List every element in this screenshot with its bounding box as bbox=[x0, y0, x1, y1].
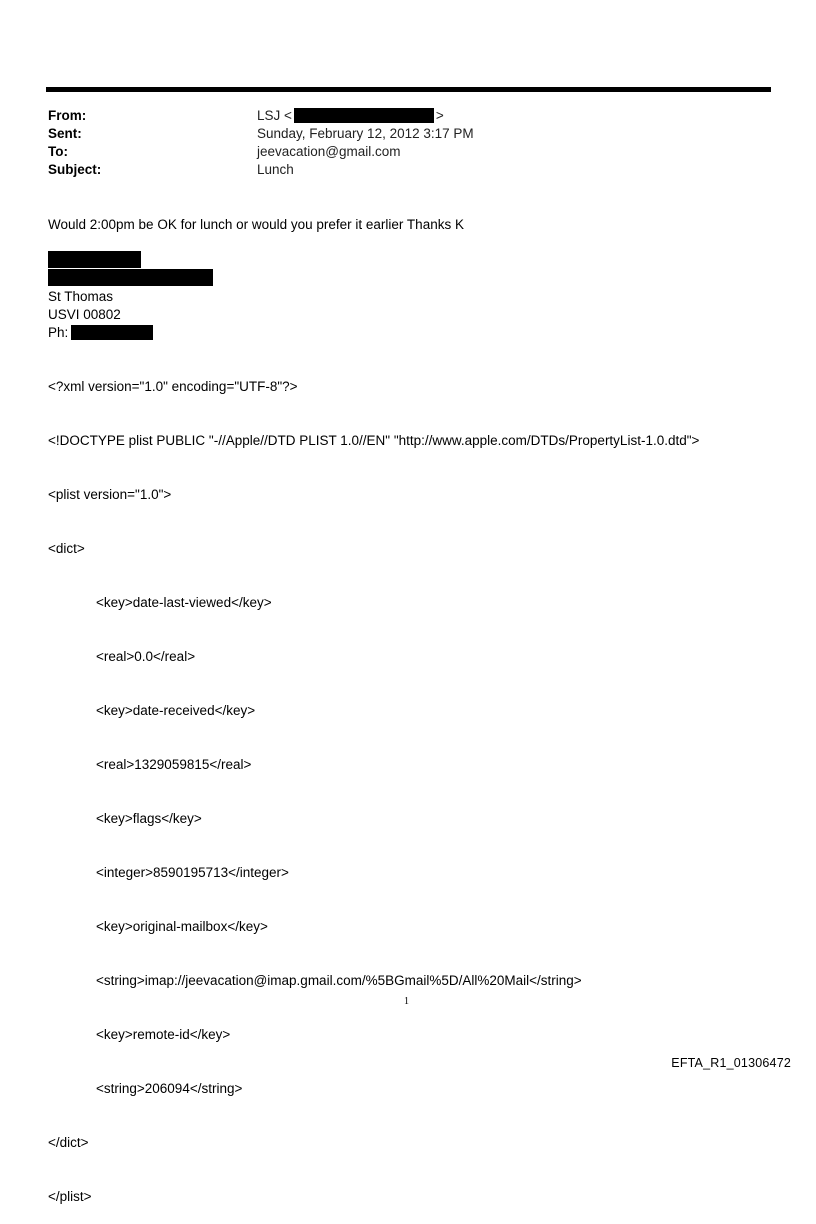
plist-line: </dict> bbox=[48, 1135, 89, 1150]
plist-line: <key>remote-id</key> bbox=[96, 1027, 231, 1042]
bates-number: EFTA_R1_01306472 bbox=[671, 1056, 791, 1070]
plist-line: <integer>8590195713</integer> bbox=[96, 865, 289, 880]
plist-line: <!DOCTYPE plist PUBLIC "-//Apple//DTD PLIST 1.0//EN" "http://www.apple.com/DTDs/PropertyList-1.0.dtd"> bbox=[48, 433, 700, 448]
redaction-box bbox=[294, 108, 434, 123]
plist-metadata bbox=[48, 342, 699, 1224]
plist-line: <dict> bbox=[48, 541, 85, 556]
from-close: > bbox=[435, 108, 444, 123]
plist-line: <plist version="1.0"> bbox=[48, 487, 172, 502]
signature-phone bbox=[48, 324, 153, 342]
plist-line: <key>original-mailbox</key> bbox=[96, 919, 268, 934]
redaction-box bbox=[48, 269, 213, 286]
to-value: jeevacation@gmail.com bbox=[257, 144, 401, 159]
phone-label: Ph: bbox=[48, 325, 69, 340]
page-number: 1 bbox=[404, 996, 409, 1007]
plist-line: <real>1329059815</real> bbox=[96, 757, 252, 772]
subject-value: Lunch bbox=[257, 162, 294, 177]
plist-line: <string>imap://jeevacation@imap.gmail.com/%5BGmail%5D/All%20Mail</string> bbox=[96, 973, 582, 988]
redaction-box bbox=[48, 251, 141, 268]
signature-postal: USVI 00802 bbox=[48, 307, 121, 322]
from-value bbox=[257, 107, 444, 125]
redaction-box bbox=[71, 325, 153, 340]
subject-label: Subject: bbox=[48, 162, 102, 177]
header-rule bbox=[46, 87, 771, 92]
plist-line: <real>0.0</real> bbox=[96, 649, 196, 664]
plist-line: <key>date-received</key> bbox=[96, 703, 256, 718]
plist-line: <key>flags</key> bbox=[96, 811, 202, 826]
sent-label: Sent: bbox=[48, 126, 82, 141]
plist-line: <string>206094</string> bbox=[96, 1081, 243, 1096]
from-name: LSJ < bbox=[257, 108, 292, 123]
plist-line: <?xml version="1.0" encoding="UTF-8"?> bbox=[48, 379, 298, 394]
sent-value: Sunday, February 12, 2012 3:17 PM bbox=[257, 126, 474, 141]
email-body: Would 2:00pm be OK for lunch or would you prefer it earlier Thanks K bbox=[48, 217, 464, 232]
to-label: To: bbox=[48, 144, 68, 159]
plist-line: <key>date-last-viewed</key> bbox=[96, 595, 272, 610]
signature-city: St Thomas bbox=[48, 289, 114, 304]
from-label: From: bbox=[48, 108, 87, 123]
plist-line: </plist> bbox=[48, 1189, 92, 1204]
